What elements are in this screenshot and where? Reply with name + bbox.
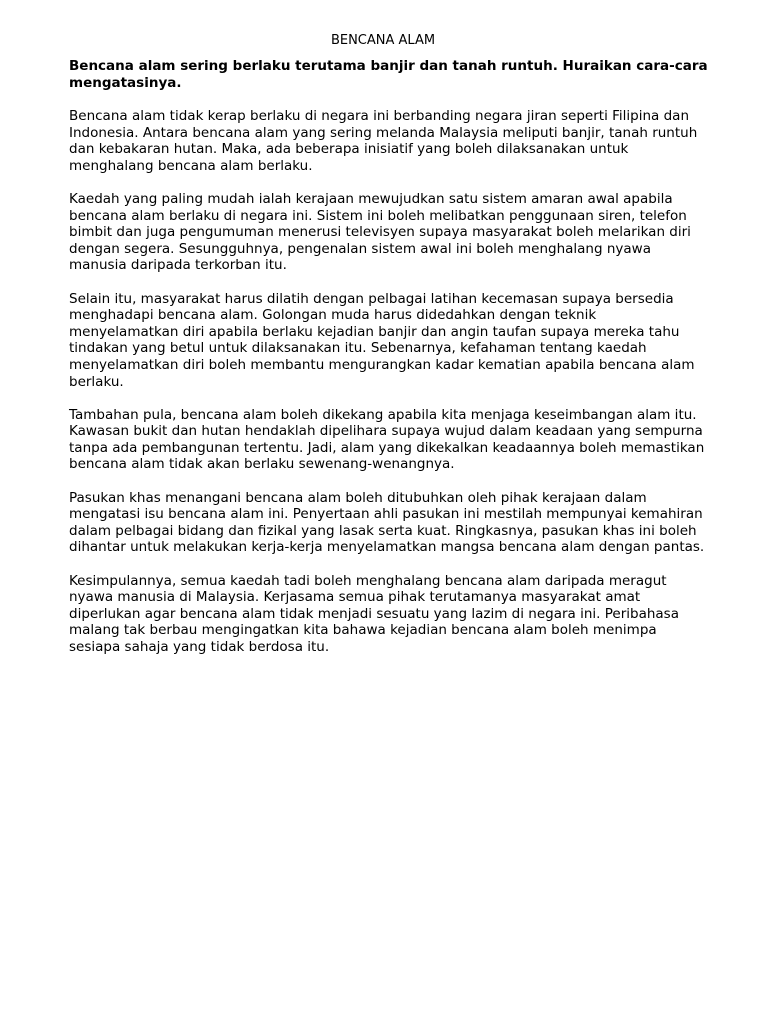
paragraph-early-warning: Kaedah yang paling mudah ialah kerajaan mewujudkan satu sistem amaran awal apabila bencana alam berlaku di negara ini. Sistem ini boleh melibatkan penggunaan siren, telefon bimbit dan juga pengumuman menerusi televisyen supaya masyarakat boleh melarikan diri dengan segera. Sesungguhnya, pengenalan sistem awal ini boleh menghalang nyawa manusia daripada terkorban itu. xyxy=(69,190,691,274)
paragraph-special-team: Pasukan khas menangani bencana alam boleh ditubuhkan oleh pihak kerajaan dalam mengatasi isu bencana alam ini. Penyertaan ahli pasukan ini mestilah mempunyai kemahiran dalam pelbagai bidang dan fizikal yang lasak serta kuat. Ringkasnya, pasukan khas ini boleh dihantar untuk melakukan kerja-kerja menyelamatkan mangsa bencana alam dengan pantas. xyxy=(69,489,705,556)
document-title: BENCANA ALAM xyxy=(330,33,436,48)
essay-question: Bencana alam sering berlaku terutama banjir dan tanah runtuh. Huraikan cara-cara mengatasinya. xyxy=(69,58,708,91)
document-page xyxy=(69,32,709,672)
paragraph-nature-balance: Tambahan pula, bencana alam boleh dikekang apabila kita menjaga keseimbangan alam itu. Kawasan bukit dan hutan hendaklah dipelihara supaya wujud dalam keadaan yang sempurna tanpa ada pembangunan tertentu. Jadi, alam yang dikekalkan keadaannya boleh memastikan bencana alam tidak akan berlaku sewenang-wenangnya. xyxy=(69,406,705,473)
paragraph-emergency-training: Selain itu, masyarakat harus dilatih dengan pelbagai latihan kecemasan supaya bersedia menghadapi bencana alam. Golongan muda harus didedahkan dengan teknik menyelamatkan diri apabila berlaku kejadian banjir dan angin taufan supaya mereka tahu tindakan yang betul untuk dilaksanakan itu. Sebenarnya, kefahaman tentang kaedah menyelamatkan diri boleh membantu mengurangkan kadar kematian apabila bencana alam berlaku. xyxy=(69,290,695,390)
paragraph-introduction: Bencana alam tidak kerap berlaku di negara ini berbanding negara jiran seperti Filipina dan Indonesia. Antara bencana alam yang sering melanda Malaysia meliputi banjir, tanah runtuh dan kebakaran hutan. Maka, ada beberapa inisiatif yang boleh dilaksanakan untuk menghalang bencana alam berlaku. xyxy=(69,108,698,174)
paragraph-conclusion: Kesimpulannya, semua kaedah tadi boleh menghalang bencana alam daripada meragut nyawa manusia di Malaysia. Kerjasama semua pihak terutamanya masyarakat amat diperlukan agar bencana alam tidak menjadi sesuatu yang lazim di negara ini. Peribahasa malang tak berbau mengingatkan kita bahawa kejadian bencana alam boleh menimpa sesiapa sahaja yang tidak berdosa itu. xyxy=(69,572,679,655)
